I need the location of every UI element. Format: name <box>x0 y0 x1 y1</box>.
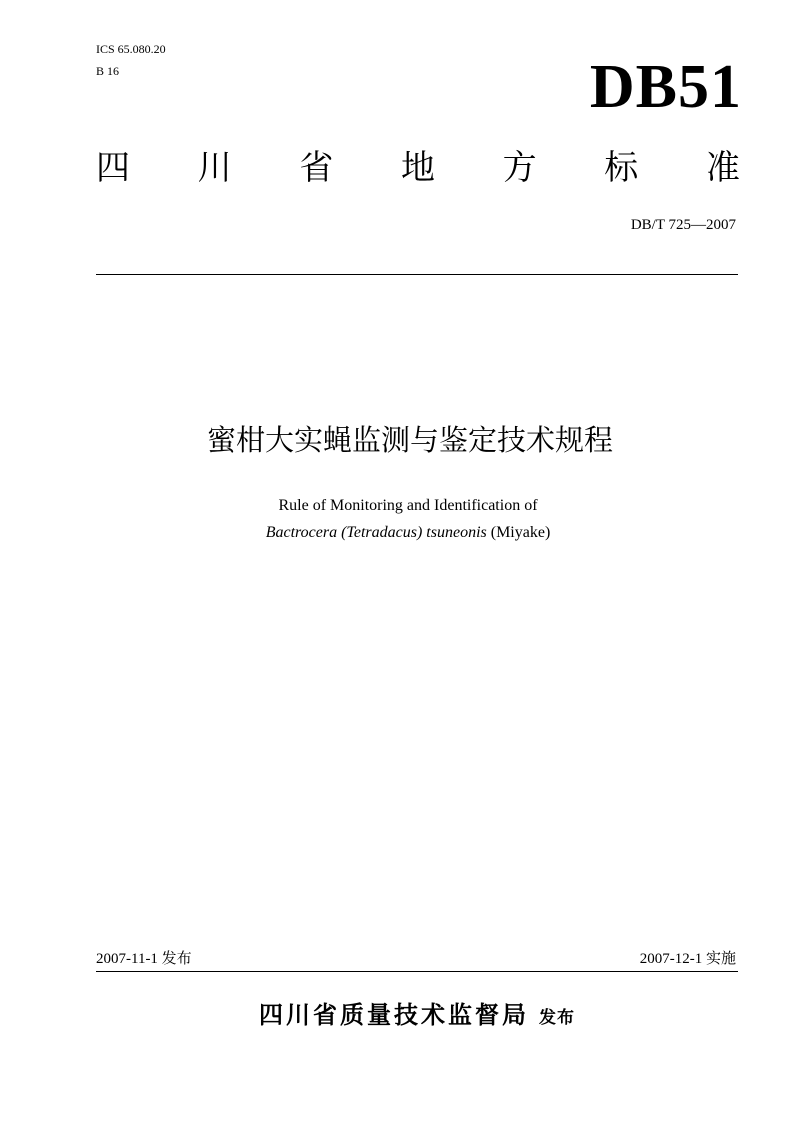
standard-type-char: 省 <box>299 148 334 188</box>
standard-type-char: 准 <box>705 148 740 188</box>
standard-type-char: 四 <box>96 148 130 188</box>
document-title-english-line2 <box>0 523 794 543</box>
document-title-chinese: 蜜柑大实蝇监测与鉴定技术规程 <box>206 423 613 457</box>
standard-type-char: 标 <box>604 148 639 188</box>
species-name: Bactrocera (Tetradacus) tsuneonis <box>265 524 487 541</box>
document-title-english-line1: Rule of Monitoring and Identification of <box>278 497 538 514</box>
standard-number: DB/T 725—2007 <box>630 217 736 233</box>
header-divider <box>96 274 738 275</box>
standard-type-title <box>96 148 740 188</box>
implementation-date: 2007-12-1 实施 <box>639 951 736 967</box>
issue-word: 发布 <box>539 1008 575 1028</box>
standard-type-char: 川 <box>197 148 232 188</box>
species-author: (Miyake) <box>486 524 551 541</box>
issue-date: 2007-11-1 发布 <box>96 951 192 967</box>
db51-logo: DB51 <box>589 53 742 121</box>
standard-type-char: 方 <box>502 148 537 188</box>
ics-code: ICS 65.080.20 <box>96 42 166 56</box>
issuer-line <box>0 1000 794 1033</box>
standard-type-char: 地 <box>400 148 435 188</box>
classification-code: B 16 <box>96 64 120 78</box>
footer-divider <box>96 971 738 972</box>
issuer-name: 四川省质量技术监督局 <box>259 1001 529 1029</box>
